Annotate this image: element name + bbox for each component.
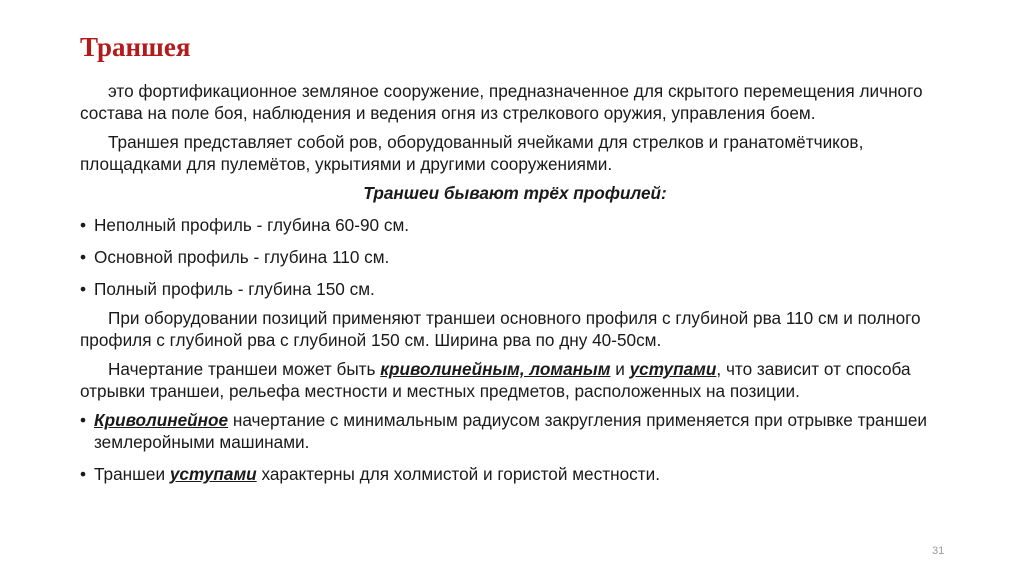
outline-emphasis-steps: уступами <box>629 359 717 379</box>
curved-outline-bullet <box>80 409 950 453</box>
outline-emphasis-curved: криволинейным, ломаным <box>380 359 611 379</box>
slide-content <box>80 80 950 495</box>
definition-paragraph: это фортификационное земляное сооружение, предназначенное для скрытого перемещения личного состава на поле боя, наблюдения и ведения огня из стрелкового оружия, управления боем. <box>80 81 923 123</box>
profile-bullet: • Полный профиль - глубина 150 см. <box>80 278 950 300</box>
description-paragraph: Траншея представляет собой ров, оборудованный ячейками для стрелков и гранатомётчиков, площадками для пулемётов, укрытиями и другими сооружениями. <box>80 132 864 174</box>
steps-text-end: характерны для холмистой и гористой местности. <box>256 464 660 484</box>
steps-outline-bullet <box>80 463 950 485</box>
curved-emphasis: Криволинейное <box>94 410 229 430</box>
curved-text: начертание с минимальным радиусом закругления применяется при отрывке траншеи землеройными машинами. <box>94 410 928 452</box>
profile-bullet: • Основной профиль - глубина 110 см. <box>80 246 950 268</box>
steps-text-start: Траншеи <box>94 464 170 484</box>
slide-title: Траншея <box>80 32 191 62</box>
profiles-heading: Траншеи бывают трёх профилей: <box>363 183 667 203</box>
steps-emphasis: уступами <box>169 464 257 484</box>
dimensions-paragraph: При оборудовании позиций применяют траншеи основного профиля с глубиной рва 110 см и полного профиля с глубиной рва с глубиной 150 см. Ширина рва по дну 40-50см. <box>80 308 921 350</box>
outline-text-start: Начертание траншеи может быть <box>108 359 381 379</box>
outline-paragraph <box>80 358 950 402</box>
outline-text-end: , что зависит от способа отрывки траншеи, рельефа местности и местных предметов, расположенных на позиции. <box>80 359 911 401</box>
profile-bullet: • Неполный профиль - глубина 60-90 см. <box>80 214 950 236</box>
page-number: 31 <box>932 545 945 557</box>
outline-text-middle: и <box>610 359 630 379</box>
